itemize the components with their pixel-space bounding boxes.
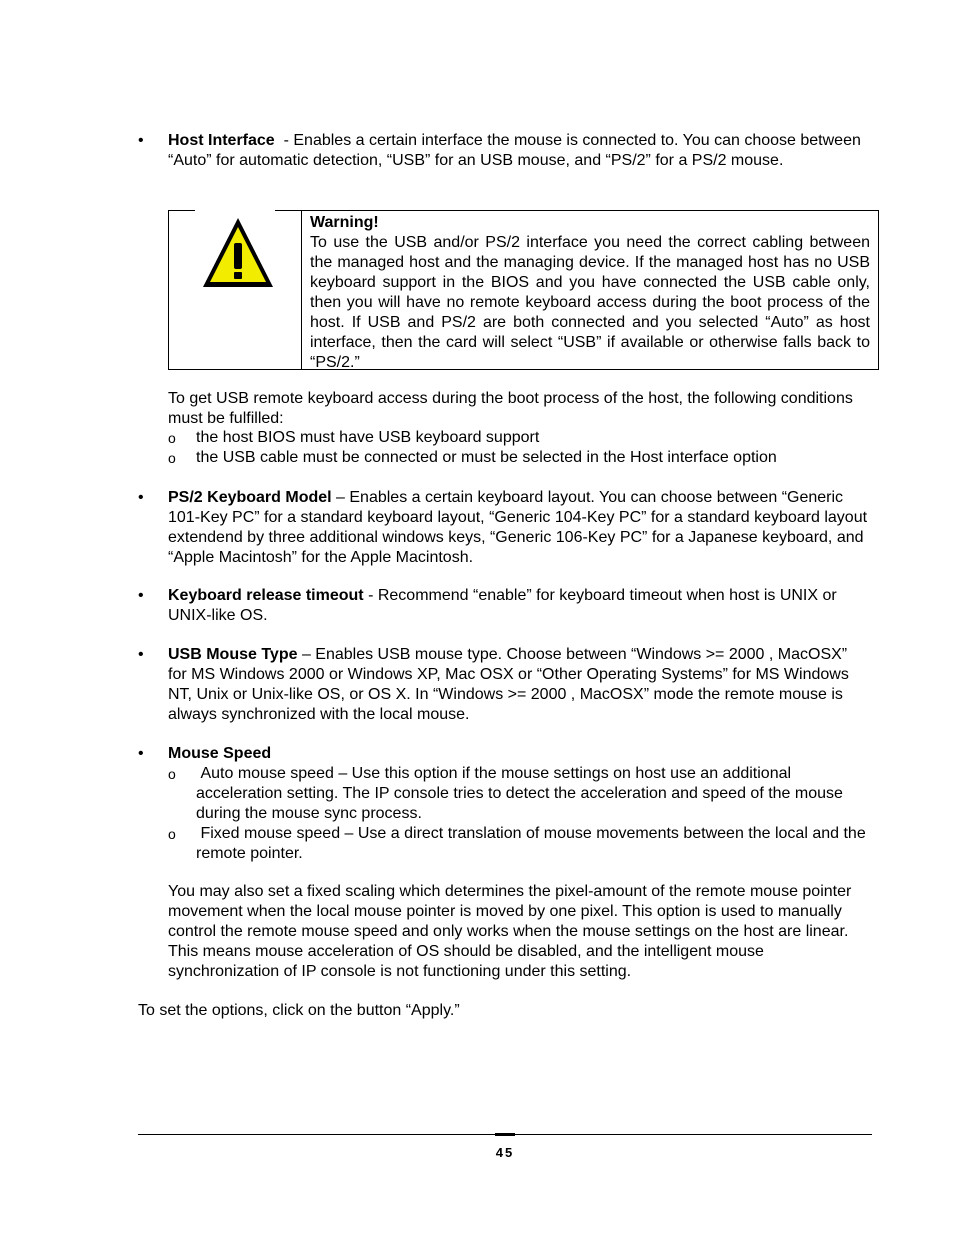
ps2-keyboard-item bbox=[138, 488, 878, 568]
sub-bullet-icon: o bbox=[168, 826, 176, 842]
bullet-icon: • bbox=[138, 489, 144, 506]
list-item: o the host BIOS must have USB keyboard support bbox=[168, 429, 540, 446]
keyboard-release-text: - Recommend “enable” for keyboard timeout when host is UNIX or UNIX-like OS. bbox=[168, 587, 842, 624]
ps2-keyboard-title: PS/2 Keyboard Model bbox=[168, 489, 332, 506]
host-interface-item bbox=[138, 131, 878, 171]
sub-bullet-icon: o bbox=[168, 766, 176, 782]
usb-access-paragraph: To get USB remote keyboard access during the boot process of the host, the following conditions must be fulfilled: bbox=[168, 390, 853, 427]
warning-triangle-icon bbox=[200, 215, 276, 291]
list-item: o Fixed mouse speed – Use a direct translation of mouse movements between the local and the remote pointer. bbox=[168, 825, 871, 862]
ps2-keyboard-text: – Enables a certain keyboard layout. You can choose between “Generic 101-Key PC” for a standard keyboard layout, “Generic 104-Key PC” for a standard keyboard layout extendend by three additional windows keys, “Generic 106-Key PC” for a Japanese keyboard, and “Apple Macintosh” for the Apple Macintosh. bbox=[168, 489, 872, 566]
apply-paragraph: To set the options, click on the button “Apply.” bbox=[138, 1002, 460, 1019]
host-interface-paragraph bbox=[168, 131, 868, 171]
sub-bullet-icon: o bbox=[168, 430, 176, 446]
warning-box bbox=[168, 210, 879, 370]
bullet-icon: • bbox=[138, 745, 144, 762]
ps2-keyboard-paragraph bbox=[168, 488, 872, 568]
keyboard-release-title: Keyboard release timeout bbox=[168, 587, 364, 604]
usb-mouse-type-title: USB Mouse Type bbox=[168, 646, 298, 663]
usb-conditions-list bbox=[168, 428, 868, 468]
warning-title: Warning! bbox=[310, 214, 379, 231]
mouse-speed-options-list bbox=[168, 764, 871, 864]
usb-mouse-type-item bbox=[138, 645, 878, 725]
mouse-speed-item bbox=[138, 744, 878, 764]
sub-bullet-icon: o bbox=[168, 450, 176, 466]
warning-text: To use the USB and/or PS/2 interface you need the correct cabling between the managed host and the managing device. If the managed host has no USB keyboard support in the BIOS and you have connected the USB cable only, then you will have no remote keyboard access during the boot process of the host. If USB and PS/2 are both connected and you selected “Auto” as host interface, then the card will select “USB” if available or otherwise falls back to “PS/2.” bbox=[310, 234, 870, 371]
footer-tick bbox=[495, 1133, 515, 1136]
keyboard-release-item bbox=[138, 586, 878, 626]
list-item: o the USB cable must be connected or must be selected in the Host interface option bbox=[168, 449, 777, 466]
mouse-speed-title: Mouse Speed bbox=[168, 745, 272, 762]
page-number: 45 bbox=[495, 1145, 515, 1160]
keyboard-release-paragraph bbox=[168, 586, 868, 626]
list-item: o Auto mouse speed – Use this option if the mouse settings on host use an additional acceleration setting. The IP console tries to detect the acceleration and speed of the mouse during the mouse sync process. bbox=[168, 765, 848, 822]
warning-text-cell bbox=[310, 213, 870, 373]
scaling-paragraph: You may also set a fixed scaling which determines the pixel-amount of the remote mouse pointer movement when the local mouse pointer is moved by one pixel. This option is used to manually control the remote mouse speed and only works when the mouse settings on the host are linear. This means mouse acceleration of OS should be disabled, and the intelligent mouse synchronization of IP console is not functioning under this setting. bbox=[168, 883, 852, 980]
usb-mouse-type-text: – Enables USB mouse type. Choose between “Windows >= 2000 , MacOSX” for MS Windows 2000 or Windows XP, Mac OSX or “Other Operating Systems” for MS Windows NT, Unix or Unix-like OS, or OS X. In “Windows >= 2000 , MacOSX” mode the remote mouse is always synchronized with the local mouse. bbox=[168, 646, 854, 723]
bullet-icon: • bbox=[138, 587, 144, 604]
bullet-icon: • bbox=[138, 646, 144, 663]
warning-icon-cell bbox=[169, 211, 302, 369]
host-interface-title: Host Interface bbox=[168, 132, 275, 149]
bullet-icon: • bbox=[138, 132, 144, 149]
usb-mouse-type-paragraph bbox=[168, 645, 868, 725]
host-interface-text: - Enables a certain interface the mouse is connected to. You can choose between “Auto” for automatic detection, “USB” for an USB mouse, and “PS/2” for a PS/2 mouse. bbox=[168, 132, 866, 169]
